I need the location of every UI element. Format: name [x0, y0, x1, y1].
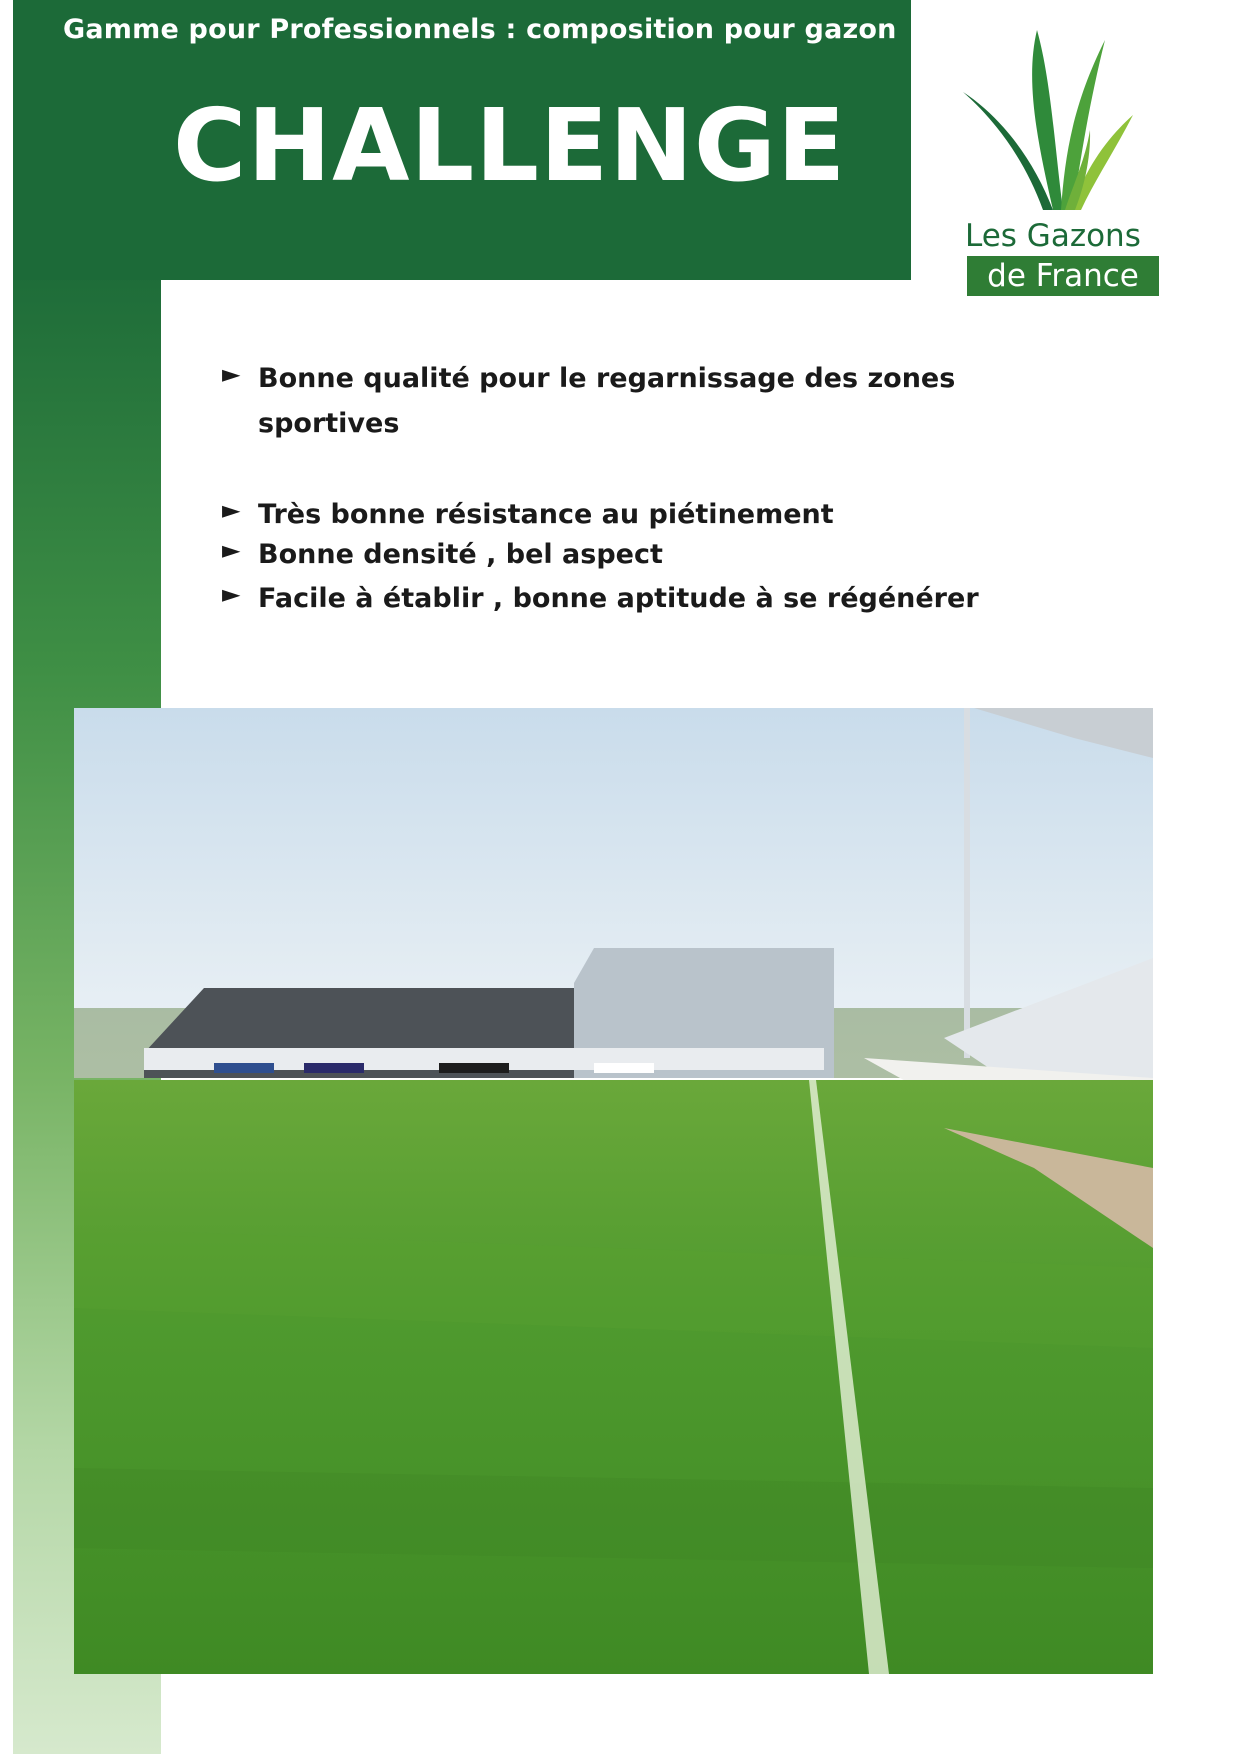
feature-text: Bonne qualité pour le regarnissage des zones sportives: [258, 363, 956, 439]
triangle-right-icon: ►: [222, 360, 241, 388]
triangle-right-icon: ►: [222, 580, 241, 608]
grass-blades-icon: [955, 20, 1170, 220]
feature-item: [222, 576, 1018, 621]
feature-text: Très bonne résistance au piétinement: [258, 499, 834, 530]
feature-item: [222, 356, 1018, 446]
stadium-illustration: [74, 708, 1153, 1674]
triangle-right-icon: ►: [222, 536, 241, 564]
range-subtitle: Gamme pour Professionnels : composition pour gazon: [63, 14, 897, 45]
stadium-photo: [74, 708, 1153, 1674]
feature-item: [222, 492, 1018, 537]
feature-text: Bonne densité , bel aspect: [258, 539, 663, 570]
product-title: CHALLENGE: [173, 87, 847, 204]
header-banner: [13, 0, 911, 280]
triangle-right-icon: ►: [222, 496, 241, 524]
feature-item: [222, 532, 1018, 577]
logo-brand-line1: Les Gazons: [965, 218, 1141, 254]
brand-logo: [955, 20, 1170, 305]
logo-brand-line2: de France: [967, 256, 1159, 296]
feature-text: Facile à établir , bonne aptitude à se régénérer: [258, 583, 979, 614]
